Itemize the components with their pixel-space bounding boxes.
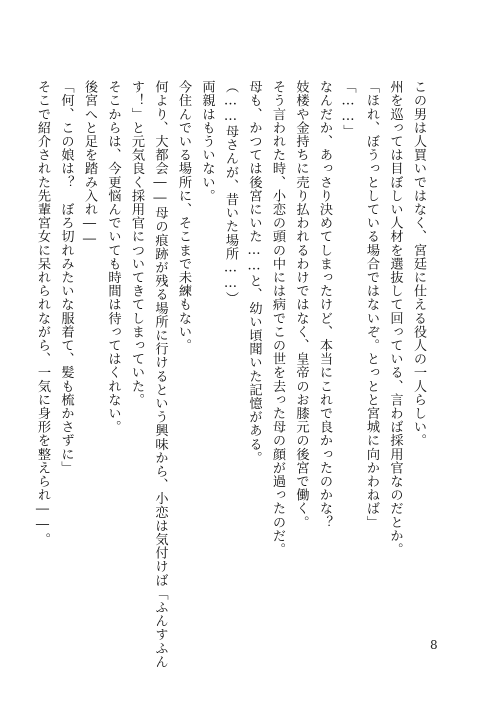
- text-line: 何より、大都会――母の痕跡が残る場所に行けるという興味から、小恋は気付けば「ふんすふん: [152, 80, 168, 669]
- text-line: 母も、かつては後宮にいた……と、幼い頃聞いた記憶がある。: [246, 80, 262, 465]
- text-line: 今住んでいる場所に、そこまで未練もない。: [176, 80, 191, 352]
- text-line: 「ほれ、ぼうっとしている場合ではないぞ。とっとと宮城に向かわねば」: [364, 80, 379, 529]
- text-line: なんだか、あっさり決めてしまったけど、本当にこれで良かったのかな？: [317, 80, 332, 529]
- text-line: そこからは、今更悩んでいても時間は待ってはくれない。: [105, 80, 121, 434]
- text-line: この男は人買いではなく、宮廷に仕える役人の一人らしい。: [411, 80, 426, 448]
- text-line: そこで紹介された先輩宮女に呆れられながら、一気に身形を整えられ――。: [35, 80, 50, 546]
- page-number: 8: [430, 638, 438, 652]
- text-line: そう言われた時、小恋の頭の中には病でこの世を去った母の顔が過ったのだ。: [270, 80, 285, 556]
- text-line: す！」と元気良く採用官についてきてしまっていた。: [129, 80, 144, 407]
- text-line: （……母さんが、昔いた場所……）: [223, 80, 238, 305]
- text-line: 両親はもういない。: [199, 80, 215, 203]
- text-line: 妓楼や金持ちに売り払われるわけではなく、皇帝のお膝元の後宮で働く。: [293, 80, 309, 529]
- text-line: 州を巡っては目ぼしい人材を選抜して回っている、言わば採用官なのだとか。: [387, 80, 403, 556]
- text-line: 「何、この娘は？ ぼろ切れみたいな服着て、髪も梳かさずに」: [58, 80, 74, 475]
- text-line: 「……」: [340, 80, 356, 138]
- vertical-text-body: [35, 80, 430, 669]
- text-line: 後宮へと足を踏み入れ――: [82, 80, 97, 247]
